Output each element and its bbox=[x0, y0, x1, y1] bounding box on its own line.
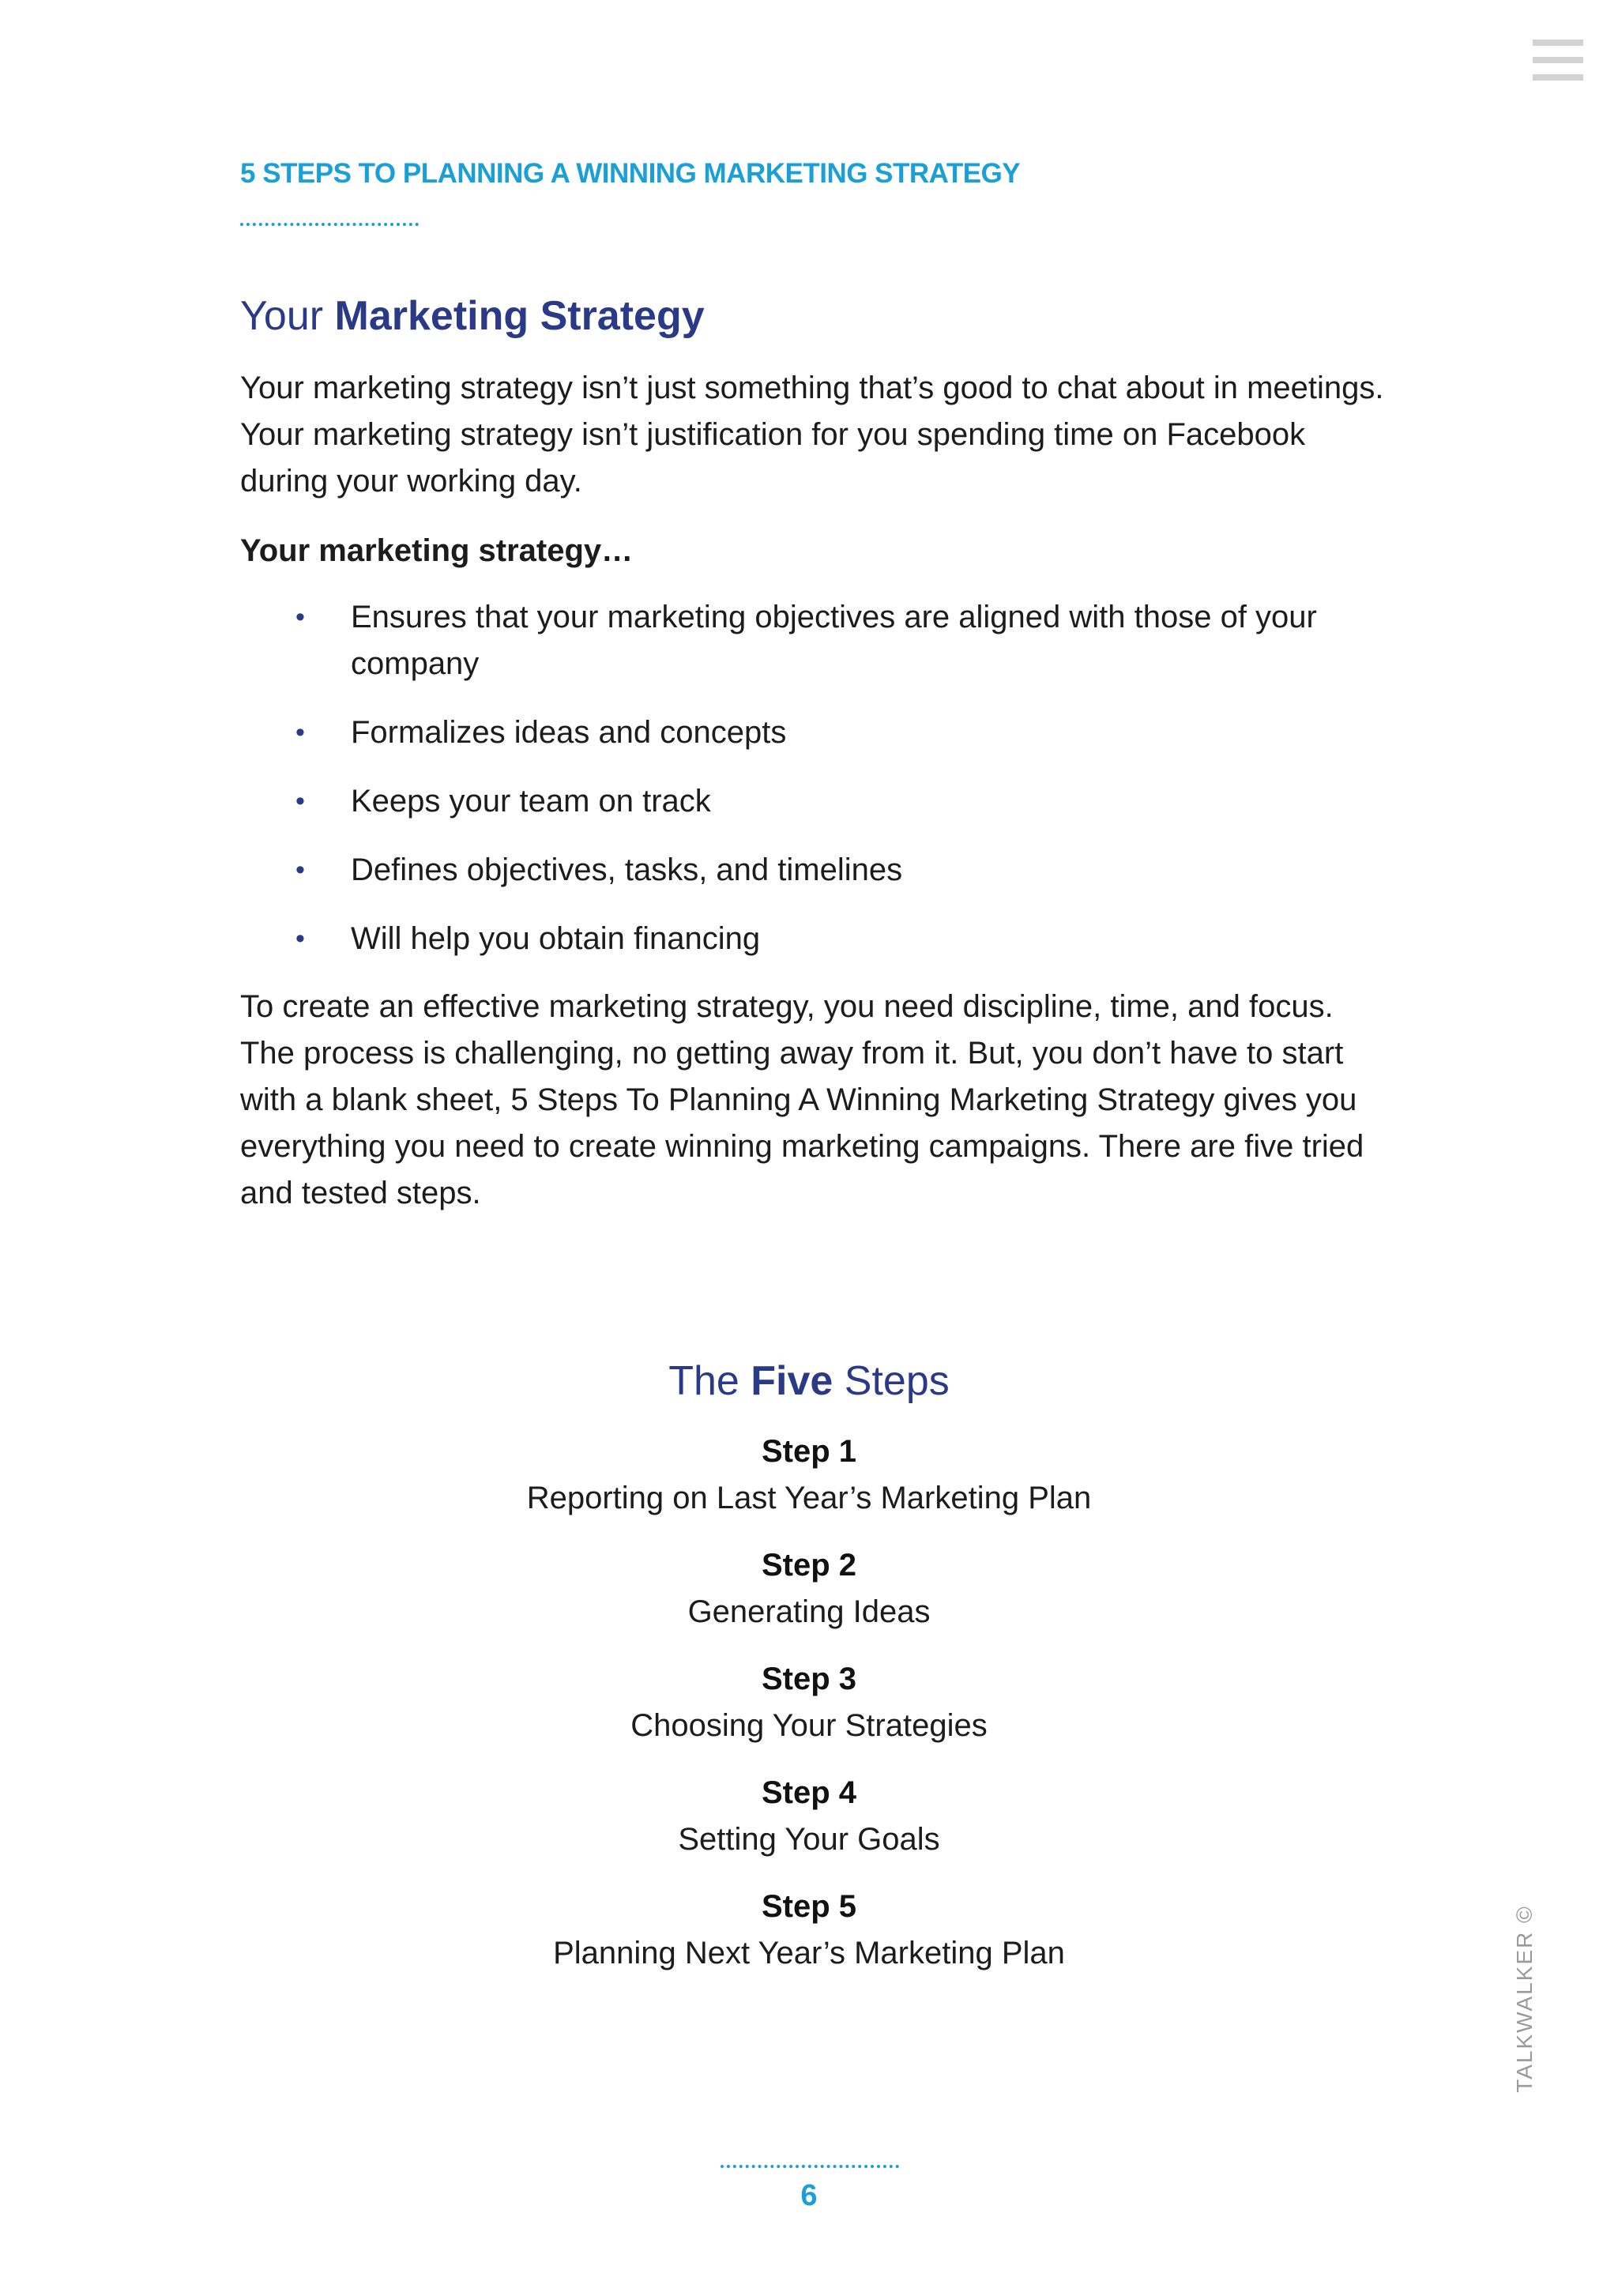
section-title-normal: Your bbox=[240, 293, 335, 339]
step-label: Step 1 bbox=[761, 1434, 857, 1469]
step-item bbox=[0, 1770, 1618, 1863]
steps-list bbox=[0, 1428, 1618, 1997]
step-description: Reporting on Last Year’s Marketing Plan bbox=[526, 1481, 1092, 1515]
list-item-text: Will help you obtain financing bbox=[351, 921, 761, 956]
step-description: Choosing Your Strategies bbox=[630, 1708, 988, 1743]
steps-title-post: Steps bbox=[833, 1358, 950, 1404]
list-item-text: Keeps your team on track bbox=[351, 784, 711, 819]
lead-text: Your marketing strategy… bbox=[240, 533, 634, 568]
step-label: Step 2 bbox=[761, 1548, 857, 1583]
list-item bbox=[240, 710, 1394, 756]
menu-icon-bar bbox=[1533, 74, 1583, 81]
closing-paragraph: To create an effective marketing strategy, you need discipline, time, and focus. The process is challenging, no getting away from it. But, you don’t have to start with a blank sheet, 5 Steps To Planning A Winning Marketing Strategy gives you everything you need to create winning marketing campaigns. There are five tried and tested steps. bbox=[240, 989, 1364, 1210]
bullet-icon: • bbox=[295, 924, 305, 954]
watermark-text: TALKWALKER © bbox=[1512, 1905, 1537, 2093]
steps-title-pre: The bbox=[668, 1358, 751, 1404]
step-item bbox=[0, 1884, 1618, 1977]
bullet-icon: • bbox=[295, 717, 305, 747]
bullet-icon: • bbox=[295, 602, 305, 632]
step-description: Generating Ideas bbox=[687, 1594, 931, 1629]
intro-paragraph: Your marketing strategy isn’t just something that’s good to chat about in meetings. Your marketing strategy isn’t justification for you spending time on Facebook during your working day. bbox=[240, 371, 1384, 499]
step-item bbox=[0, 1542, 1618, 1635]
list-item bbox=[240, 916, 1394, 962]
steps-title-bold: Five bbox=[751, 1358, 833, 1404]
menu-icon-bar bbox=[1533, 40, 1583, 46]
list-item bbox=[240, 778, 1394, 825]
step-description: Planning Next Year’s Marketing Plan bbox=[553, 1936, 1065, 1970]
menu-icon[interactable] bbox=[1533, 40, 1583, 81]
steps-title bbox=[0, 1357, 1618, 1405]
running-header: 5 STEPS TO PLANNING A WINNING MARKETING STRATEGY bbox=[240, 158, 1021, 189]
list-item bbox=[240, 594, 1394, 687]
section-title-bold: Marketing Strategy bbox=[334, 293, 705, 339]
step-label: Step 3 bbox=[761, 1662, 857, 1696]
section-title bbox=[240, 292, 705, 340]
step-label: Step 4 bbox=[761, 1775, 857, 1810]
bullet-icon: • bbox=[295, 855, 305, 885]
list-item-text: Formalizes ideas and concepts bbox=[351, 715, 787, 750]
bullet-icon: • bbox=[295, 786, 305, 816]
step-item bbox=[0, 1428, 1618, 1522]
step-description: Setting Your Goals bbox=[678, 1822, 940, 1857]
page-number: 6 bbox=[800, 2179, 818, 2212]
list-item bbox=[240, 847, 1394, 894]
menu-icon-bar bbox=[1533, 57, 1583, 63]
step-label: Step 5 bbox=[761, 1889, 857, 1924]
header-divider bbox=[240, 223, 419, 226]
list-item-text: Ensures that your marketing objectives are aligned with those of your company bbox=[351, 600, 1317, 681]
footer-divider bbox=[721, 2165, 899, 2168]
step-item bbox=[0, 1656, 1618, 1749]
bullet-list bbox=[240, 594, 1394, 984]
list-item-text: Defines objectives, tasks, and timelines bbox=[351, 853, 903, 887]
